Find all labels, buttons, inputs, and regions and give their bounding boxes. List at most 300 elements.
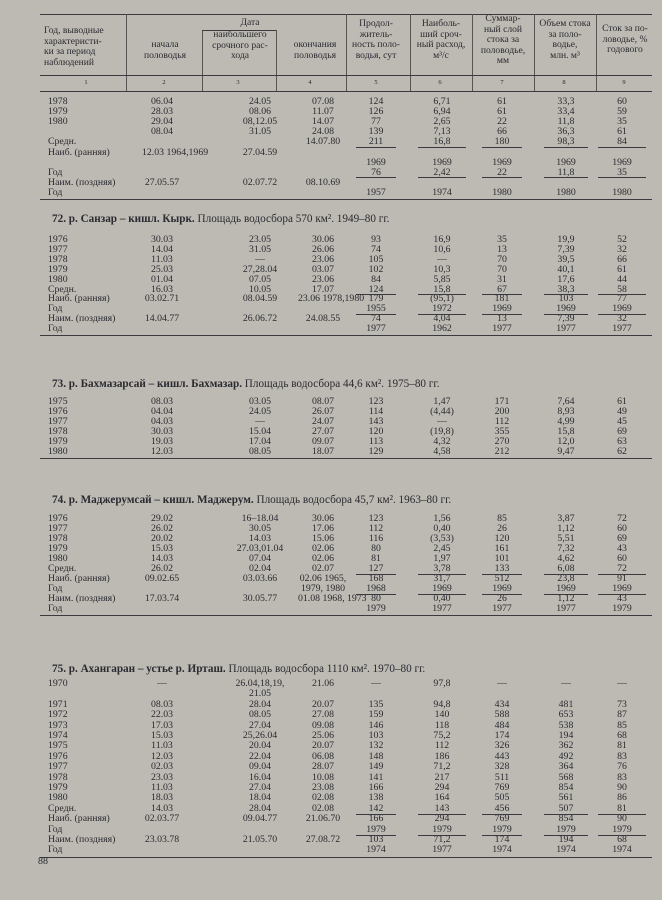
header-runoff-percent: Сток за по- ловодье, % годового [602,23,648,56]
cell-flood-end: 09.07 [311,436,335,447]
cell-max-discharge-date: 18.04 [248,792,272,804]
cell-max-discharge: 2,65 [433,116,451,128]
cell-runoff-layer: 61 [497,96,507,107]
cell-duration: 1979 [366,603,386,614]
cell-flood-end: 07.08 [311,96,335,107]
cell-flood-end: 03.07 [311,263,335,275]
cell-runoff-layer: 61 [497,106,507,118]
cell-max-discharge-date: 08.05 [248,446,272,457]
year-underline [598,177,646,178]
cell-flood-start: 14.04.77 [144,313,180,325]
cell-flood-end: 08.10.69 [305,176,341,188]
cell-flood-end: 17.07 [311,283,335,295]
cell-duration: 1969 [366,156,386,168]
cell-duration: 74 [371,313,381,325]
cell-runoff-volume: 1974 [556,844,576,856]
cell-runoff-volume: 5,51 [557,533,575,544]
cell-runoff-percent: 66 [617,253,627,265]
cell-flood-start: 30.03 [150,426,174,437]
cell-row-label: Наим. (поздняя) [48,313,116,325]
cell-max-discharge: 10,3 [433,263,451,275]
table-row [0,324,662,334]
cell-row-label: 1980 [48,553,68,564]
cell-flood-end: 24.08.55 [305,313,341,325]
cell-runoff-layer: 505 [494,792,510,804]
cell-max-discharge-date: 07.04 [248,553,272,564]
cell-duration: 166 [368,782,384,793]
cell-runoff-percent: 60 [617,523,627,534]
cell-max-discharge-date: 25,26.04 [242,730,278,741]
cell-max-discharge-date: 16.04 [248,771,272,783]
header-divider [410,14,411,91]
cell-max-discharge-date: 07.05 [248,273,272,285]
cell-flood-end: 06.08 [311,750,335,762]
cell-flood-end: 26.06 [311,243,335,255]
cell-runoff-volume: 3,87 [557,513,575,524]
header-runoff-layer: Суммар- ный слой стока за половодье, мм [480,13,526,67]
cell-duration: 74 [371,243,381,255]
cell-runoff-volume: 7,39 [557,243,575,255]
cell-duration: 146 [368,719,384,731]
cell-max-discharge-date: 27.03,01.04 [236,543,284,554]
year-underline [544,147,588,148]
cell-flood-end: 18.07 [311,446,335,457]
cell-duration: 179 [368,293,384,305]
cell-row-label: 1980 [48,446,68,457]
station-river-name: р. Маджерумсай – кишл. Маджерум. [68,494,254,506]
cell-row-label: Год [48,186,63,198]
cell-duration: 141 [368,771,384,783]
header-year-characteristics: Год, выводные характеристи- ки за период наблюдений [44,25,104,68]
cell-flood-end: 14.07 [311,116,335,128]
cell-runoff-layer: 443 [494,750,510,762]
cell-flood-start: 04.04 [150,406,174,417]
cell-runoff-volume: 1980 [556,186,576,198]
cell-duration: 114 [368,406,384,417]
cell-max-discharge: 4,32 [433,436,451,447]
cell-flood-start: 17.03.74 [144,593,180,604]
cell-runoff-layer: 434 [494,698,510,710]
cell-row-label: Наим. (поздняя) [48,834,116,845]
cell-flood-start: 12.03 1964,1969 [142,146,209,158]
cell-max-discharge-date: 27.04 [248,719,272,731]
cell-duration: 80 [371,543,381,554]
cell-max-discharge-date: 08,12.05 [242,116,278,128]
cell-runoff-percent: 72 [617,513,627,524]
cell-duration: — [371,678,381,689]
cell-runoff-percent: 87 [617,709,627,721]
cell-row-label: 1978 [48,426,68,437]
cell-runoff-volume: 4,62 [557,553,575,564]
cell-runoff-percent: 91 [617,573,627,584]
cell-runoff-percent: 1979 [612,603,632,614]
cell-runoff-volume: 1969 [556,583,576,594]
cell-duration: 168 [368,573,384,584]
table-row [0,447,662,457]
cell-runoff-volume: 362 [558,740,574,752]
cell-row-label: 1974 [48,730,68,741]
year-underline [544,594,588,595]
cell-max-discharge: 94,8 [433,698,451,710]
header-mid-rule [40,75,652,76]
cell-row-label: Год [48,583,63,594]
column-number: 3 [236,79,240,86]
year-underline [356,177,396,178]
station-river-name: р. Ахангаран – устье р. Ирташ. [68,663,226,675]
cell-max-discharge-date: 31.05 [248,243,272,255]
year-underline [418,835,466,836]
cell-runoff-volume: 364 [558,761,574,773]
cell-flood-start: 02.03 [150,761,174,773]
header-divider [534,14,535,91]
cell-runoff-layer: 200 [494,406,510,417]
cell-runoff-layer: 101 [494,553,510,564]
station-number: 74. [52,494,66,506]
cell-max-discharge: 2,45 [433,543,451,554]
cell-runoff-volume: 36,3 [557,126,575,138]
cell-max-discharge: 71,2 [433,834,451,845]
cell-runoff-percent: 35 [617,116,627,128]
cell-flood-start: 01.04 [150,273,174,285]
cell-max-discharge-date: 03.03.66 [242,573,278,584]
station-river-name: р. Бахмазарсай – кишл. Бахмазар. [68,378,242,390]
table-row [0,793,662,803]
cell-max-discharge-date: — [255,253,265,265]
cell-max-discharge-date: 31.05 [248,126,272,138]
cell-runoff-layer: 66 [497,126,507,138]
cell-max-discharge-date: 30.05 [248,523,272,534]
cell-runoff-layer: 212 [494,446,510,457]
cell-runoff-volume: 1977 [556,323,576,335]
cell-duration: 142 [368,802,384,814]
cell-runoff-volume: 1979 [556,823,576,835]
cell-duration: 1955 [366,303,386,315]
cell-runoff-percent: 1979 [612,823,632,835]
cell-duration: 124 [368,283,384,295]
cell-max-discharge: 143 [434,802,450,814]
cell-runoff-volume: 11,8 [557,166,575,178]
station-catchment-info: Площадь водосбора 44,6 км². 1975–80 гг. [244,378,440,390]
cell-row-label: Год [48,166,63,178]
cell-runoff-percent: 49 [617,406,627,417]
cell-max-discharge: 97,8 [433,678,451,689]
cell-flood-start: 04.03 [150,416,174,427]
cell-runoff-percent: 44 [617,273,627,285]
cell-runoff-percent: 81 [617,802,627,814]
station-catchment-info: Площадь водосбора 1110 км². 1970–80 гг. [228,663,426,675]
cell-runoff-volume: 8,93 [557,406,575,417]
cell-max-discharge-date: 30.05.77 [242,593,278,604]
cell-duration: 113 [368,436,384,447]
year-underline [544,294,588,295]
cell-max-discharge-date: 27.04 [248,782,272,793]
cell-max-discharge: 16,8 [433,136,451,148]
cell-row-label: Наиб. (ранняя) [48,813,110,825]
year-underline [544,574,588,575]
cell-runoff-layer: 161 [494,543,510,554]
cell-max-discharge-date: 08.04.59 [242,293,278,305]
cell-runoff-percent: 76 [617,761,627,773]
cell-runoff-layer: 328 [494,761,510,773]
cell-flood-start: 09.02.65 [144,573,180,584]
table-row [0,679,662,689]
cell-duration: 105 [368,253,384,265]
cell-duration: 132 [368,740,384,752]
cell-runoff-percent: 73 [617,698,627,710]
year-underline [598,814,646,815]
cell-duration: 103 [368,730,384,741]
cell-max-discharge: 0,40 [433,593,451,604]
cell-runoff-layer: 133 [494,563,510,574]
cell-runoff-percent: 35 [617,166,627,178]
cell-duration: 166 [368,813,384,825]
year-underline [482,177,522,178]
cell-flood-start: 06.04 [150,96,174,107]
cell-runoff-volume: 9,47 [557,446,575,457]
cell-runoff-layer: 26 [497,593,507,604]
station-number: 73. [52,378,66,390]
cell-row-label: 1980 [48,116,68,128]
year-underline [356,814,396,815]
cell-duration: 124 [368,96,384,107]
year-underline [418,314,466,315]
cell-runoff-layer: 484 [494,719,510,731]
cell-runoff-percent: 43 [617,543,627,554]
table-row [0,762,662,772]
header-divider [126,14,127,91]
cell-flood-start: 14.03 [150,802,174,814]
cell-flood-start: 18.03 [150,792,174,804]
cell-row-label: 1980 [48,792,68,804]
cell-max-discharge-date: 27,28.04 [242,263,278,275]
cell-runoff-layer: 456 [494,802,510,814]
cell-duration: 1974 [366,844,386,856]
cell-row-label: Средн. [48,802,77,814]
cell-flood-start: 26.02 [150,563,174,574]
cell-runoff-volume: 4,99 [557,416,575,427]
header-runoff-volume: Объем стока за поло- водье, млн. м³ [539,18,591,61]
header-bottom-rule [40,91,652,92]
cell-runoff-layer: 512 [494,573,510,584]
cell-row-label: Средн. [48,136,77,148]
cell-flood-start: 14.04 [150,243,174,255]
cell-max-discharge: 3,78 [433,563,451,574]
cell-max-discharge: 118 [434,719,450,731]
cell-runoff-percent: 90 [617,782,627,793]
cell-runoff-volume: 40,1 [557,263,575,275]
cell-duration: 116 [368,533,384,544]
cell-max-discharge: (19,8) [430,426,454,437]
cell-max-discharge-date: 28.04 [248,802,272,814]
cell-flood-end: 02.06 [311,543,335,554]
cell-duration: 1979 [366,823,386,835]
cell-runoff-percent: 43 [617,593,627,604]
cell-max-discharge: 31,7 [433,573,451,584]
cell-max-discharge: 294 [434,813,450,825]
cell-runoff-percent: 1980 [612,186,632,198]
cell-max-discharge: 71,2 [433,761,451,773]
cell-flood-end: 27.08 [311,709,335,721]
cell-runoff-volume: 538 [558,719,574,731]
cell-row-label: 1971 [48,698,68,710]
cell-row-label: Год [48,823,63,835]
cell-max-discharge-date: 21.05 [248,688,272,700]
cell-flood-end: 09.08 [311,719,335,731]
cell-max-discharge-date: 27.04.59 [242,146,278,158]
cell-duration: 127 [368,563,384,574]
cell-runoff-volume: 11,8 [557,116,575,128]
cell-runoff-volume: 194 [558,730,574,741]
cell-runoff-percent: 60 [617,553,627,564]
year-underline [482,594,522,595]
cell-duration: 77 [371,116,381,128]
year-underline [482,314,522,315]
cell-flood-start: 03.02.71 [144,293,180,305]
cell-runoff-volume: 1,12 [557,523,575,534]
cell-max-discharge: 1977 [432,603,452,614]
cell-duration: 211 [368,136,384,148]
cell-row-label: 1979 [48,543,68,554]
cell-flood-start: 26.02 [150,523,174,534]
year-underline [598,314,646,315]
cell-runoff-percent: 68 [617,834,627,845]
cell-row-label: 1977 [48,243,68,255]
cell-row-label: Год [48,323,63,335]
cell-runoff-percent: 69 [617,426,627,437]
cell-runoff-layer: 67 [497,283,507,295]
station-number: 75. [52,663,66,675]
cell-row-label: 1976 [48,513,68,524]
section-end-rule [40,615,652,616]
cell-runoff-layer: 26 [497,523,507,534]
year-underline [418,294,466,295]
cell-duration: 1977 [366,323,386,335]
table-row [0,710,662,720]
cell-runoff-volume: 38,3 [557,283,575,295]
cell-flood-end: 25.06 [311,730,335,741]
cell-max-discharge-date: 22.04 [248,750,272,762]
cell-runoff-percent: 1969 [612,583,632,594]
station-number: 72. [52,213,66,225]
table-row [0,689,662,699]
cell-max-discharge-date: 26.04,18,19, [235,678,285,689]
cell-max-discharge: 0,40 [433,523,451,534]
year-underline [356,574,396,575]
cell-runoff-percent: — [617,678,627,689]
cell-max-discharge: 217 [434,771,450,783]
table-row [0,604,662,614]
cell-max-discharge: (4,44) [430,406,454,417]
cell-flood-start: 11.03 [151,740,173,752]
cell-flood-end: 26.07 [311,406,335,417]
table-row [0,814,662,824]
cell-max-discharge: 1962 [432,323,452,335]
cell-row-label: 1978 [48,96,68,107]
station-title [52,494,451,506]
header-flood-start: начала половодья [143,39,187,61]
cell-runoff-layer: 1969 [492,303,512,315]
cell-max-discharge: 5,85 [433,273,451,285]
column-number: 6 [438,79,442,86]
cell-runoff-volume: 492 [558,750,574,762]
year-underline [356,594,396,595]
cell-runoff-percent: 1977 [612,323,632,335]
cell-runoff-percent: 86 [617,792,627,804]
year-underline [482,294,522,295]
station-title [52,378,440,390]
year-underline [356,147,396,148]
cell-max-discharge: (3,53) [430,533,454,544]
cell-runoff-layer: 35 [497,234,507,245]
cell-runoff-layer: 22 [497,116,507,128]
cell-max-discharge-date: 09.04 [248,761,272,773]
cell-max-discharge: 1,56 [433,513,451,524]
cell-runoff-volume: — [561,678,571,689]
cell-flood-end: 27.08.72 [305,834,341,845]
cell-row-label: Средн. [48,563,77,574]
cell-flood-start: 08.04 [150,126,174,138]
cell-duration: 123 [368,396,384,407]
cell-runoff-layer: 1977 [492,603,512,614]
cell-duration: 129 [368,446,384,457]
cell-flood-start: 02.03.77 [144,813,180,825]
cell-flood-end: 02.07 [311,563,335,574]
cell-flood-end: 21.06.70 [305,813,341,825]
cell-flood-start: 11.03 [151,253,173,265]
year-underline [418,814,466,815]
page-number: 88 [38,856,48,867]
year-underline [482,835,522,836]
cell-runoff-layer: 1980 [492,186,512,198]
year-underline [356,294,396,295]
cell-flood-end: 23.06 1978,1980 [298,293,365,305]
column-number: 1 [84,79,88,86]
cell-runoff-volume: 33,4 [557,106,575,118]
cell-duration: 123 [368,513,384,524]
year-underline [418,594,466,595]
cell-flood-end: 30.06 [311,513,335,524]
cell-runoff-volume: 7,64 [557,396,575,407]
cell-flood-end: 17.06 [311,523,335,534]
cell-row-label: 1976 [48,406,68,417]
cell-runoff-volume: 854 [558,813,574,825]
station-title [52,213,389,225]
year-underline [598,835,646,836]
cell-runoff-percent: 60 [617,96,627,107]
cell-flood-start: 11.03 [151,782,173,793]
cell-flood-start: 29.04 [150,116,174,128]
cell-runoff-volume: 12,0 [557,436,575,447]
cell-runoff-percent: 62 [617,446,627,457]
cell-flood-start: 23.03.78 [144,834,180,845]
cell-row-label: 1975 [48,740,68,752]
header-divider [202,30,203,91]
table-row [0,188,662,198]
cell-flood-end: 11.07 [312,106,334,118]
cell-flood-end: 10.08 [311,771,335,783]
station-river-name: р. Санзар – кишл. Кырк. [68,213,195,225]
cell-row-label: Год [48,303,63,315]
cell-duration: 1957 [366,186,386,198]
cell-flood-end: 27.07 [311,426,335,437]
cell-runoff-volume: 39,5 [557,253,575,265]
cell-runoff-percent: 85 [617,719,627,731]
year-underline [482,574,522,575]
cell-max-discharge: 6,94 [433,106,451,118]
cell-row-label: Наиб. (ранняя) [48,573,110,584]
cell-runoff-layer: 13 [497,243,507,255]
cell-runoff-volume: 1977 [556,603,576,614]
